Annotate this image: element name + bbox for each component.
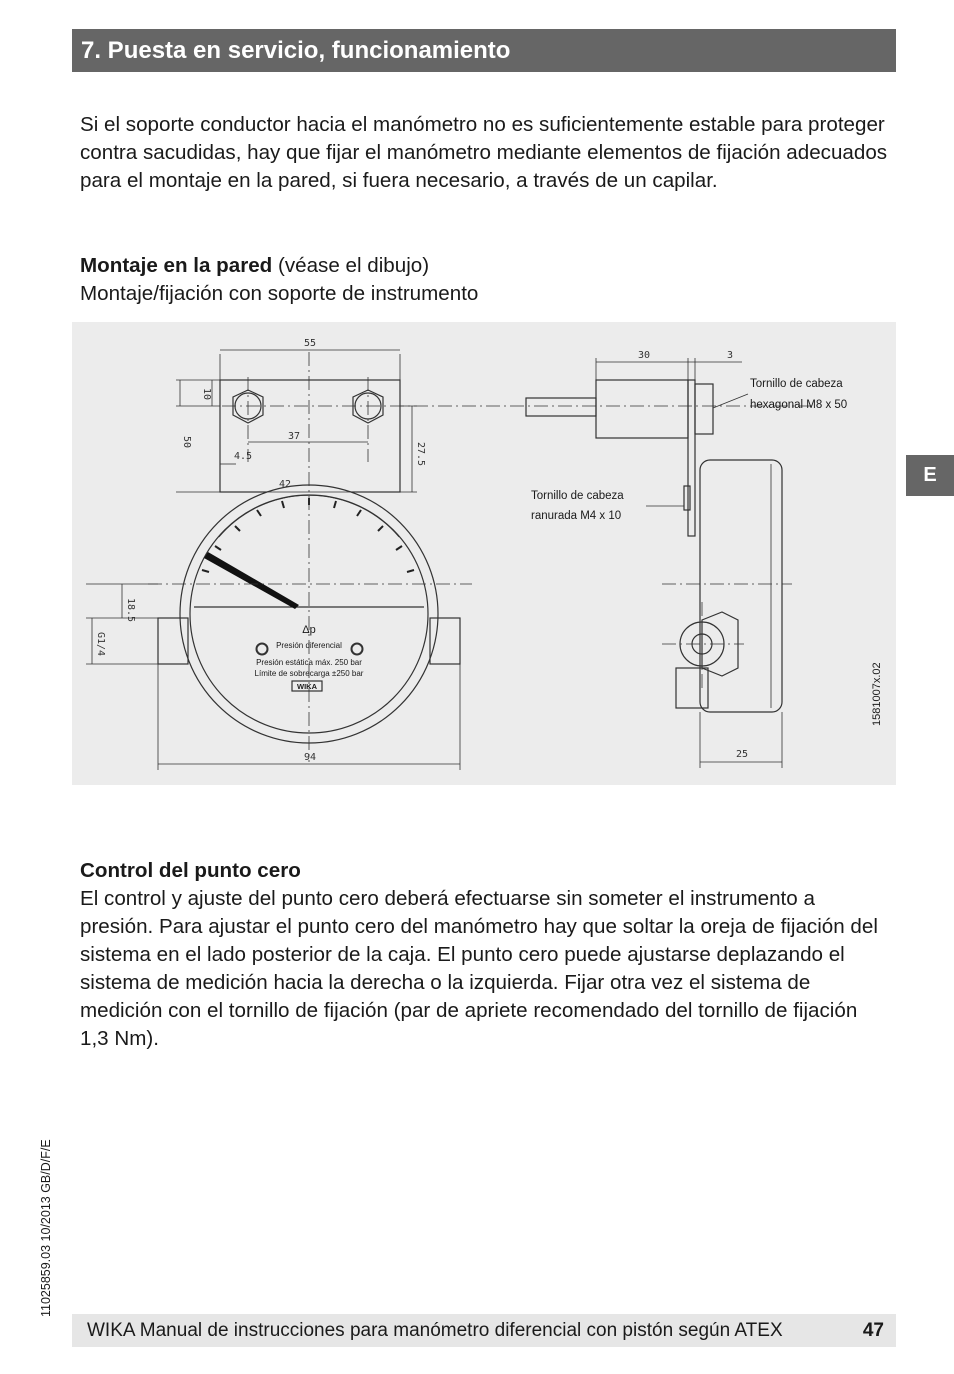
language-tab: E: [906, 455, 954, 496]
dim-30: 30: [638, 350, 651, 361]
dial-text-3: Límite de sobrecarga ±250 bar: [254, 669, 364, 678]
mounting-heading-rest: (véase el dibujo): [272, 254, 430, 277]
intro-paragraph: Si el soporte conductor hacia el manómetro no es suficientemente estable para proteger contra sacudidas, hay que fijar el manómetro mediante elementos de fijación adecuados para el montaje en la pared, si fuera necesario, a través de un capilar.: [80, 113, 888, 192]
zero-check-body: El control y ajuste del punto cero deberá efectuarse sin someter el instrumento a presión. Para ajustar el punto cero del manómetro hay que soltar la oreja de fijación del sistema en el lado posterior de la caja. El punto cero puede ajustarse deplazando el sistema de medición hacia la derecha o la izquierda. Fijar otra vez el sistema de medición con el tornillo de fijación (par de apriete recomendado del tornillo de fijación 1,3 Nm).: [80, 887, 878, 1050]
footer: [72, 1314, 896, 1347]
dim-18-5: 18.5: [125, 598, 136, 623]
dim-94: 94: [304, 752, 317, 763]
dim-3: 3: [727, 350, 734, 361]
technical-drawing: [72, 322, 896, 785]
mounting-subtitle: Montaje/fijación con soporte de instrumento: [80, 282, 479, 305]
dim-10: 10: [201, 388, 212, 401]
dim-37: 37: [288, 431, 301, 442]
side-wall-plate: [688, 380, 695, 536]
zero-check-section: [80, 857, 888, 1053]
dial-brand: WIKA: [297, 682, 317, 691]
side-hex-head: [695, 384, 713, 434]
mounting-heading-bold: Montaje en la pared: [80, 254, 273, 277]
mounting-heading: [80, 252, 429, 280]
drawing-id: 1581007x.02: [871, 662, 883, 726]
dim-27-5: 27.5: [415, 442, 426, 467]
section-title: 7. Puesta en servicio, funcionamiento: [81, 37, 511, 64]
footer-text: WIKA Manual de instrucciones para manómetro diferencial con pistón según ATEX: [87, 1320, 783, 1341]
callout-hex-line2: hexagonal M8 x 50: [750, 399, 848, 411]
callout-slot-line1: Tornillo de cabeza: [531, 490, 624, 502]
side-stud: [526, 398, 596, 416]
bracket-plate: [220, 380, 400, 492]
drawing-svg: [72, 322, 896, 785]
callout-slot-line2: ranurada M4 x 10: [531, 510, 622, 522]
section-header: [72, 29, 896, 72]
dial-symbol: Δp: [302, 624, 316, 636]
callout-hex-line1: Tornillo de cabeza: [750, 378, 843, 390]
dim-25: 25: [736, 749, 749, 760]
dim-42: 42: [279, 479, 292, 490]
dial-text-2: Presión estática máx. 250 bar: [256, 658, 362, 667]
side-spacer: [596, 380, 688, 438]
dim-g14: G1/4: [95, 632, 106, 657]
page-number: 47: [862, 1320, 884, 1341]
dial-text-1: Presión diferencial: [276, 641, 342, 650]
zero-check-heading: Control del punto cero: [80, 859, 301, 882]
dim-55: 55: [304, 338, 317, 349]
side-body: [700, 460, 782, 712]
doc-number: 11025859.03 10/2013 GB/D/F/E: [39, 1139, 53, 1317]
dim-4-5: 4.5: [234, 451, 253, 462]
dim-50: 50: [181, 436, 192, 449]
